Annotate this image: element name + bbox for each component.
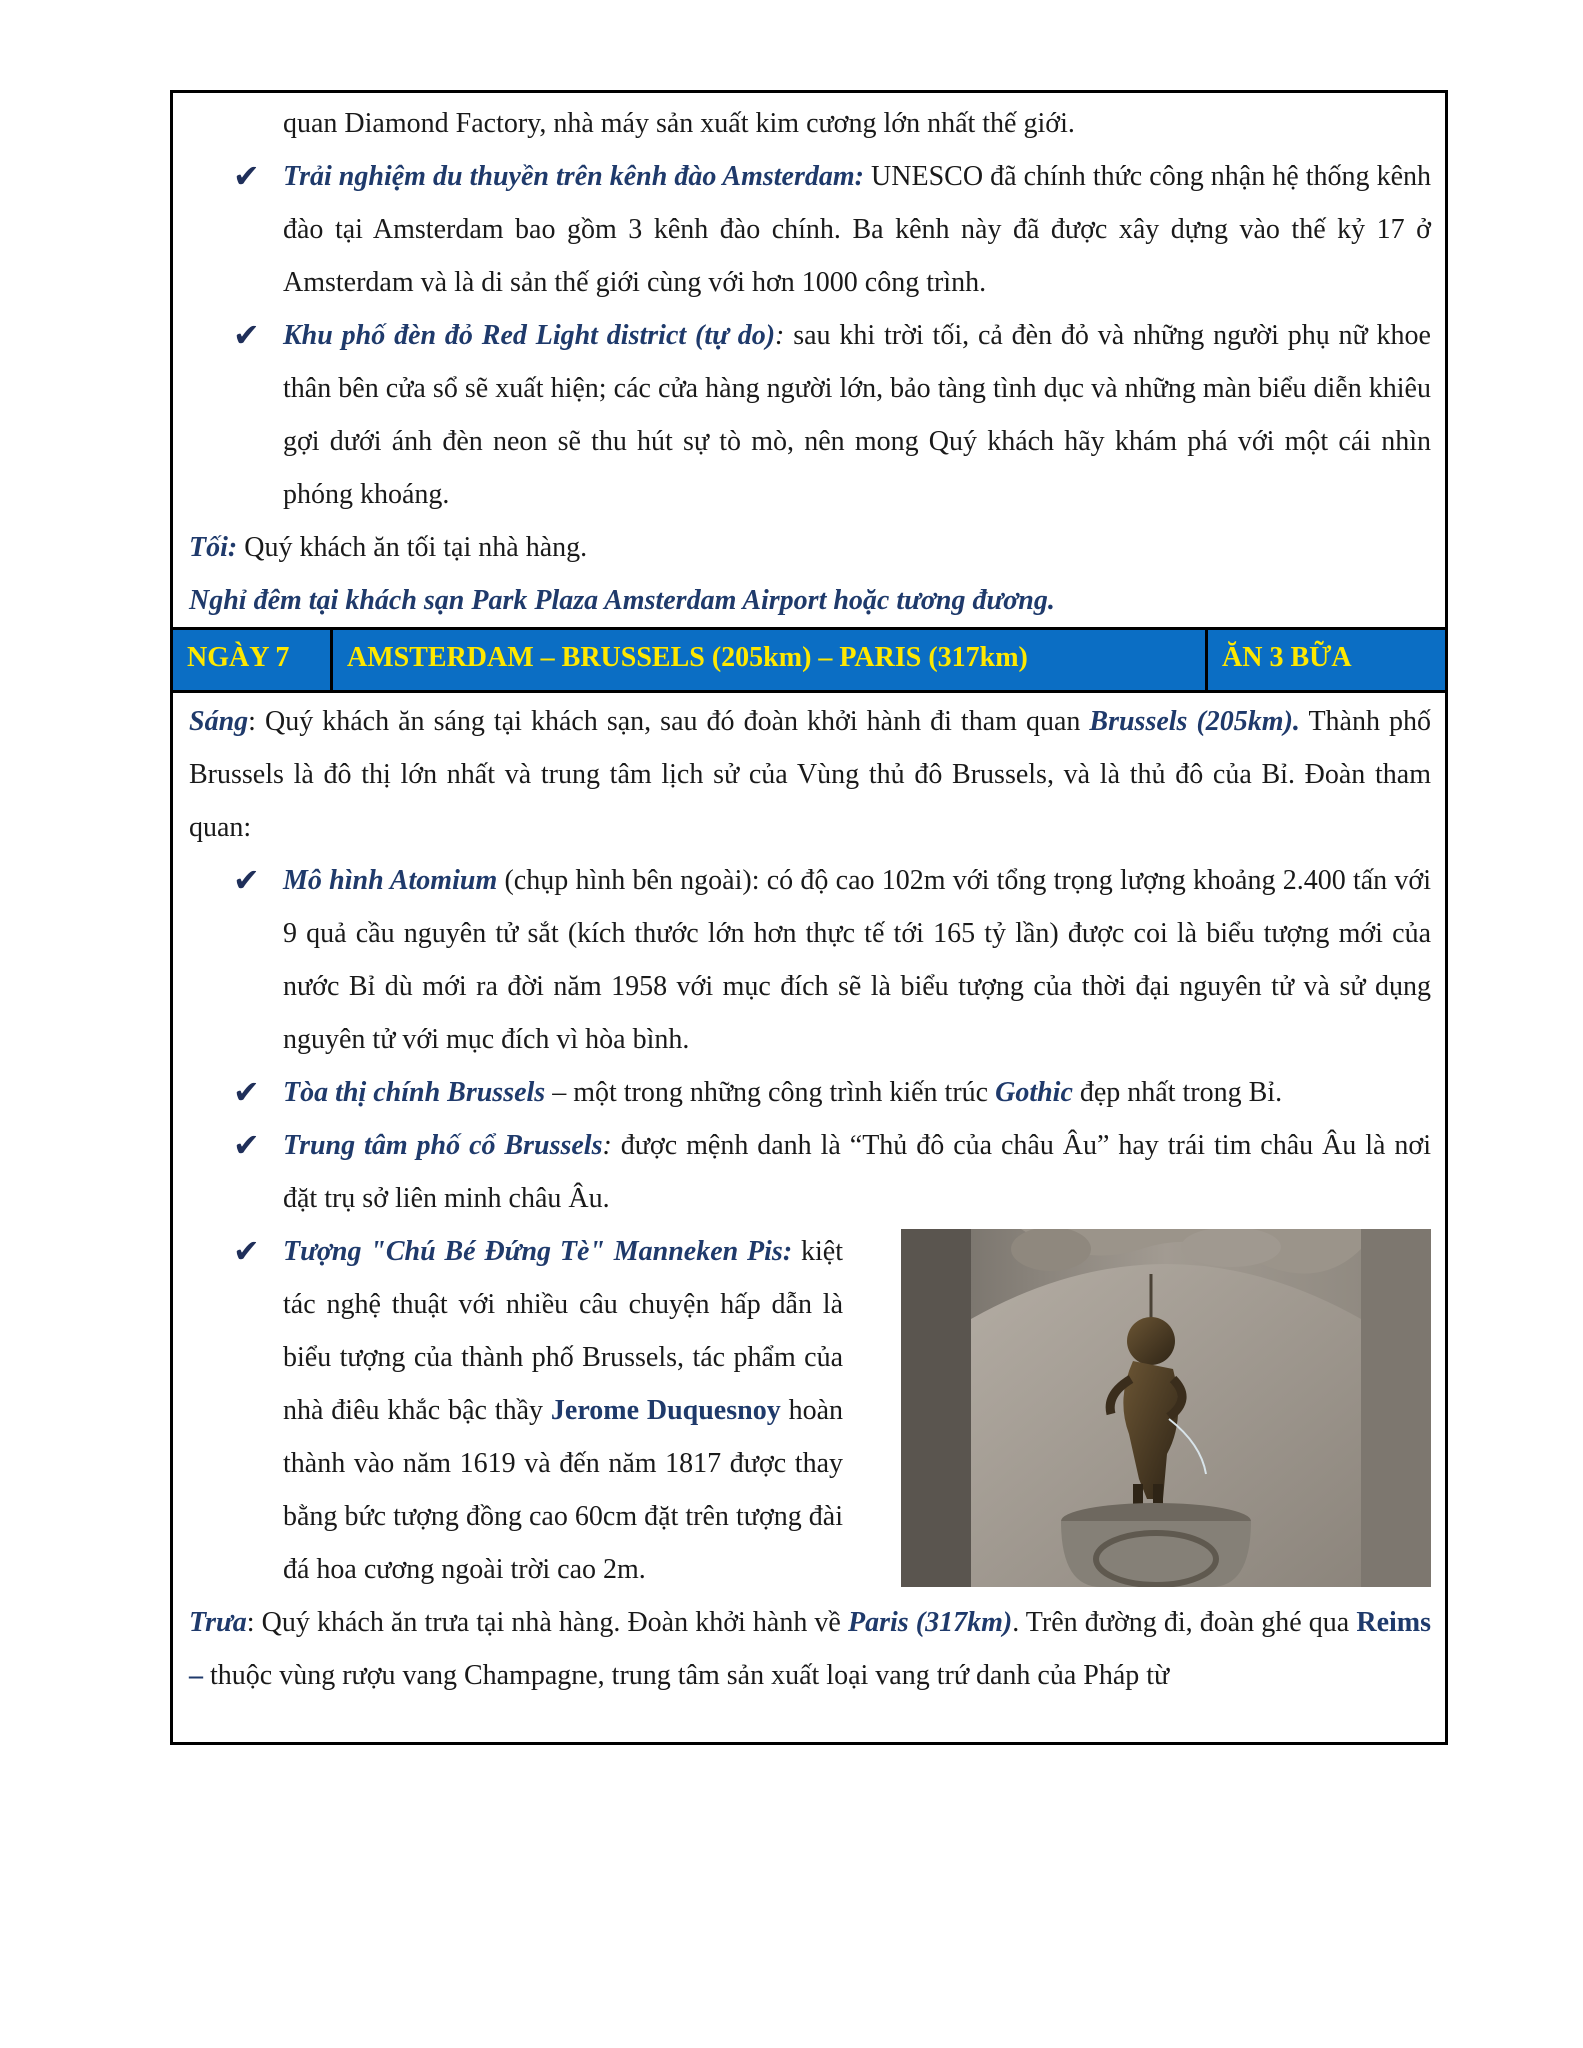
day-meals: ĂN 3 BỮA	[1222, 642, 1352, 673]
item-text-2: đẹp nhất trong Bỉ.	[1072, 1077, 1283, 1108]
statue-text	[283, 1225, 843, 1596]
item-title: Khu phố đèn đỏ Red Light district (tự do)	[283, 320, 776, 351]
morning-label: Sáng	[189, 706, 249, 737]
day6-section	[173, 93, 1445, 627]
item-text: được mệnh danh là “Thủ đô của châu Âu” hay trái tim châu Âu là nơi đặt trụ sở liên minh châu Âu.	[283, 1130, 1431, 1214]
item-text: (chụp hình bên ngoài): có độ cao 102m với tổng trọng lượng khoảng 2.400 tấn với 9 quả cầu nguyên tử sắt (kích thước lớn hơn thực tế tới 165 tỷ lần) được coi là biểu tượng mới của nước Bỉ dù mới ra đời năm 1958 với mục đích sẽ là biểu tượng của thời đại nguyên tử và sử dụng nguyên tử với mục đích vì hòa bình.	[283, 865, 1431, 1055]
check-mark-icon: ✔	[233, 1127, 260, 1163]
day-route: AMSTERDAM – BRUSSELS (205km) – PARIS (317km)	[333, 630, 1208, 690]
item-title: Tượng "Chú Bé Đứng Tè" Manneken Pis:	[283, 1236, 793, 1267]
check-mark-icon: ✔	[233, 1074, 260, 1110]
noon-destination: Paris (317km)	[847, 1607, 1013, 1638]
evening-label: Tối:	[189, 532, 238, 563]
list-item	[189, 150, 1431, 309]
noon-text-2: . Trên đường đi, đoàn ghé qua	[1012, 1607, 1357, 1638]
item-text: sau khi trời tối, cả đèn đỏ và những người phụ nữ khoe thân bên cửa sổ sẽ xuất hiện; các cửa hàng người lớn, bảo tàng tình dục và những màn biểu diễn khiêu gợi dưới ánh đèn neon sẽ thu hút sự tò mò, nên mong Quý khách hãy khám phá với một cái nhìn phóng khoáng.	[283, 320, 1431, 510]
noon-label: Trưa	[189, 1607, 247, 1638]
morning-text: : Quý khách ăn sáng tại khách sạn, sau đó đoàn khởi hành đi tham quan	[248, 706, 1090, 737]
item-text: – một trong những công trình kiến trúc	[545, 1077, 996, 1108]
item-title: Trung tâm phố cổ Brussels	[283, 1130, 603, 1161]
list-item	[189, 854, 1431, 1066]
morning-paragraph	[189, 695, 1431, 854]
noon-text-3: thuộc vùng rượu vang Champagne, trung tâm sản xuất loại vang trứ danh của Pháp từ	[203, 1660, 1170, 1691]
item-title: Mô hình Atomium	[283, 865, 498, 896]
manneken-pis-photo	[901, 1229, 1431, 1587]
item-text: UNESCO đã chính thức công nhận hệ thống kênh đào tại Amsterdam bao gồm 3 kênh đào chính. Ba kênh này đã được xây dựng vào thế kỷ 17 ở Amsterdam và là di sản thế giới cùng với hơn 1000 công trình.	[283, 161, 1431, 298]
sculptor-name: Jerome Duquesnoy	[550, 1395, 781, 1426]
item-title: Trải nghiệm du thuyền trên kênh đào Amsterdam:	[283, 161, 864, 192]
check-mark-icon: ✔	[233, 862, 260, 898]
list-item	[189, 1066, 1431, 1119]
overnight-line: Nghỉ đêm tại khách sạn Park Plaza Amsterdam Airport hoặc tương đương.	[189, 585, 1055, 616]
noon-text: : Quý khách ăn trưa tại nhà hàng. Đoàn khởi hành về	[246, 1607, 848, 1638]
noon-stop: Reims –	[189, 1607, 1432, 1691]
morning-destination: Brussels (205km).	[1089, 706, 1300, 737]
day7-section	[173, 693, 1445, 1702]
item-text: kiệt tác nghệ thuật với nhiều câu chuyện hấp dẫn là biểu tượng của thành phố Brussels, tác phẩm của nhà điêu khắc bậc thầy	[283, 1236, 843, 1426]
item-text-2: hoàn thành vào năm 1619 và đến năm 1817 được thay bằng bức tượng đồng cao 60cm đặt trên tượng đài đá hoa cương ngoài trời cao 2m.	[283, 1395, 843, 1585]
itinerary-page	[170, 90, 1448, 1745]
intro-line: quan Diamond Factory, nhà máy sản xuất kim cương lớn nhất thế giới.	[283, 108, 1075, 139]
day-label: NGÀY 7	[173, 630, 333, 690]
day-header-bar	[173, 627, 1445, 693]
check-mark-icon: ✔	[233, 1233, 260, 1269]
item-sep: :	[775, 320, 785, 351]
evening-text: Quý khách ăn tối tại nhà hàng.	[237, 532, 588, 563]
item-emphasis: Gothic	[995, 1077, 1073, 1108]
noon-paragraph	[189, 1596, 1431, 1702]
evening-line	[189, 521, 1431, 574]
check-mark-icon: ✔	[233, 158, 260, 194]
morning-text-2: Thành phố Brussels là đô thị lớn nhất và trung tâm lịch sử của Vùng thủ đô Brussels, và là thủ đô của Bỉ. Đoàn tham quan:	[189, 706, 1432, 843]
item-sep: :	[602, 1130, 612, 1161]
list-item	[189, 309, 1431, 521]
statue-item	[189, 1225, 1431, 1596]
list-item	[189, 1119, 1431, 1225]
check-mark-icon: ✔	[233, 317, 260, 353]
item-title: Tòa thị chính Brussels	[283, 1077, 546, 1108]
